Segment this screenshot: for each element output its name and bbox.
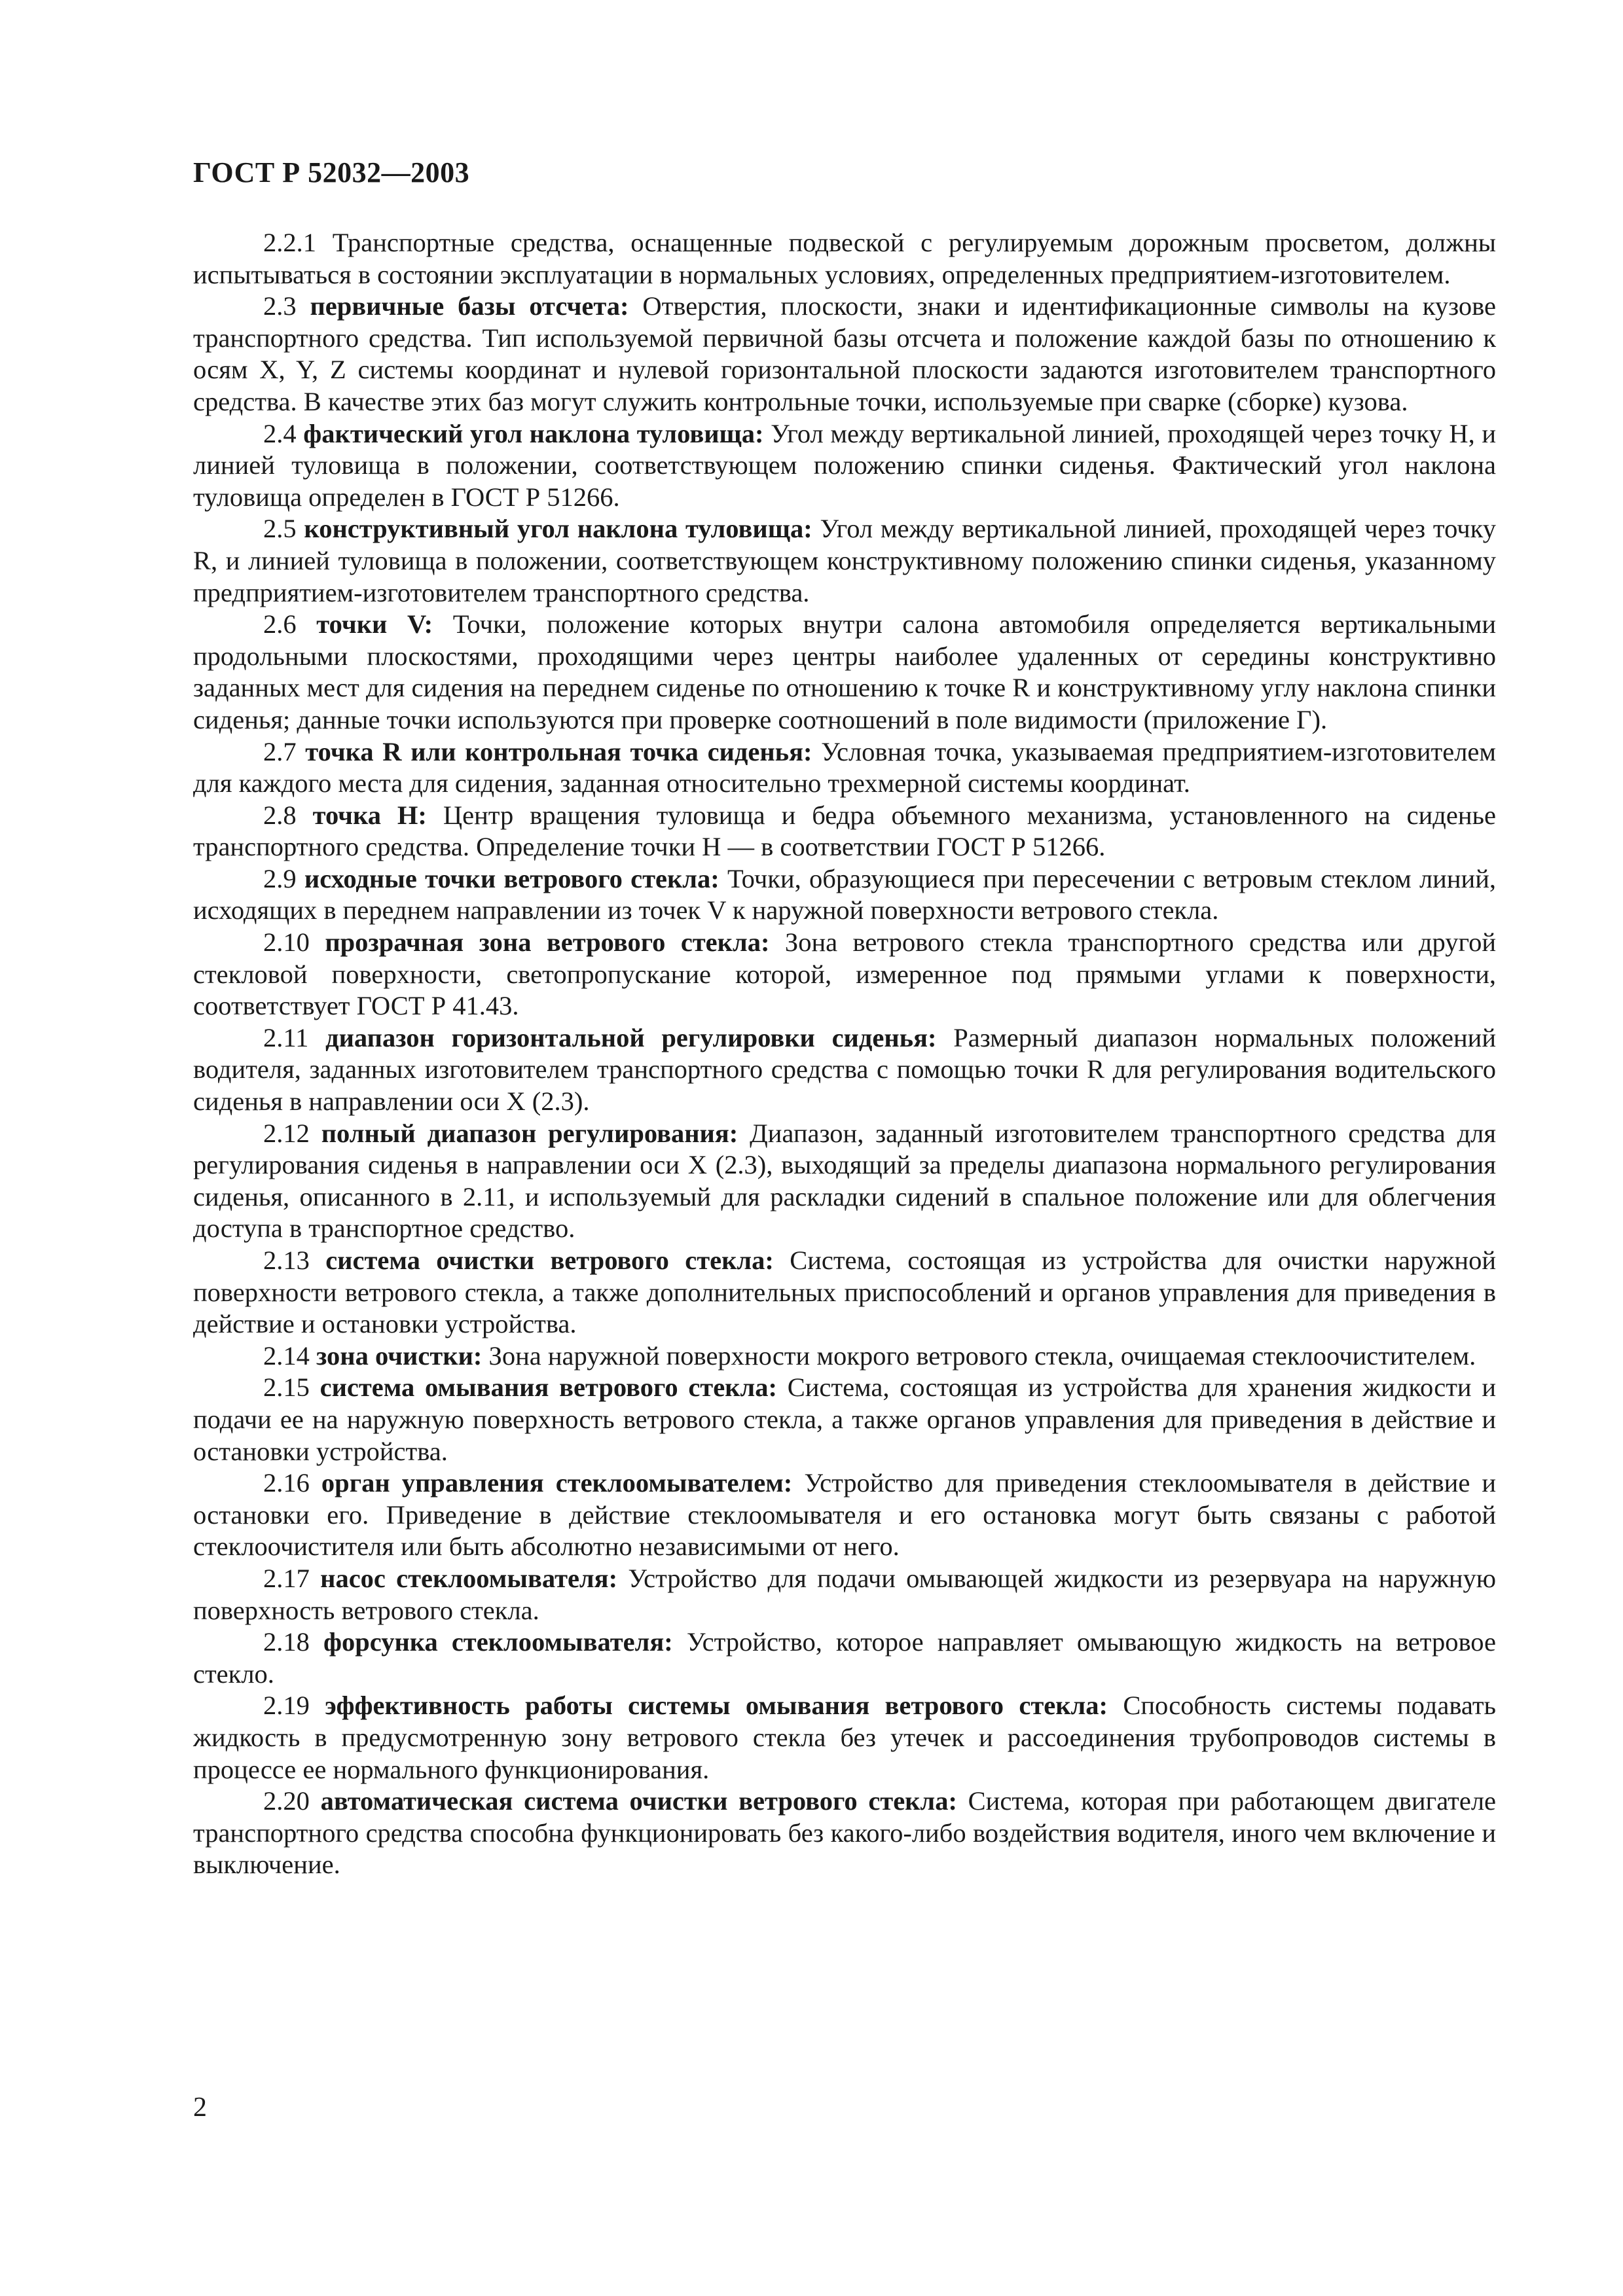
paragraph-term: эффективность работы системы омывания ветрового стекла: xyxy=(325,1691,1108,1721)
paragraph-number: 2.16 xyxy=(263,1468,310,1498)
paragraph-2-20 xyxy=(193,1785,1496,1881)
paragraph-term: система омывания ветрового стекла: xyxy=(319,1372,777,1403)
paragraph-text: Устройство для подачи омывающей жидкости из резервуара на наружную поверхность ветрового стекла. xyxy=(193,1563,1497,1625)
paragraph-number: 2.8 xyxy=(263,800,297,830)
paragraph-number: 2.20 xyxy=(263,1786,310,1816)
paragraph-2-18 xyxy=(193,1626,1496,1690)
paragraph-text: Система, которая при работающем двигателе транспортного средства способна функционировать без какого-либо воздействия водителя, иного чем включение и выключение. xyxy=(193,1786,1497,1880)
paragraph-2-17 xyxy=(193,1563,1496,1626)
paragraph-text: Центр вращения туловища и бедра объемного механизма, установленного на сиденье транспортного средства. Определение точки H — в соответствии ГОСТ Р 51266. xyxy=(193,800,1497,862)
paragraph-text: Зона ветрового стекла транспортного средства или другой стекловой поверхности, светопропускание которой, измеренное под прямыми углами к поверхности, соответствует ГОСТ Р 41.43. xyxy=(193,927,1497,1021)
document-body xyxy=(193,227,1496,1881)
paragraph-term: полный диапазон регулирования: xyxy=(321,1118,739,1148)
paragraph-term: исходные точки ветрового стекла: xyxy=(304,863,720,893)
paragraph-number: 2.14 xyxy=(263,1340,310,1371)
paragraph-2-13 xyxy=(193,1245,1496,1340)
paragraph-term: прозрачная зона ветрового стекла: xyxy=(325,927,770,958)
paragraph-2-5 xyxy=(193,513,1496,609)
paragraph-text: Система, состоящая из устройства для очистки наружной поверхности ветрового стекла, а также дополнительных приспособлений и органов управления для приведения в действие и остановки устройства. xyxy=(193,1246,1496,1339)
paragraph-text: Способность системы подавать жидкость в предусмотренную зону ветрового стекла без утечек и рассоединения трубопроводов системы в процессе ее нормального функционирования. xyxy=(193,1691,1497,1784)
paragraph-text: Угол между вертикальной линией, проходящей через точку H, и линией туловища в положении, соответствующем положению спинки сиденья. Фактический угол наклона туловища определен в ГОСТ Р 51266. xyxy=(193,418,1497,512)
paragraph-text: Точки, положение которых внутри салона автомобиля определяется вертикальными продольными плоскостями, проходящими через центры наиболее удаленных от середины конструктивно заданных мест для сидения на переднем сиденье по отношению к точке R и конструктивному углу наклона спинки сиденья; данные точки используются при проверке соотношений в поле видимости (приложение Г). xyxy=(193,609,1497,734)
paragraph-2-4 xyxy=(193,418,1496,514)
paragraph-term: первичные базы отсчета: xyxy=(310,291,629,321)
paragraph-term: точка H: xyxy=(312,800,427,830)
paragraph-number: 2.10 xyxy=(263,927,310,958)
paragraph-2-15 xyxy=(193,1372,1496,1467)
paragraph-text: Устройство для приведения стеклоомывателя в действие и остановки его. Приведение в действие стеклоомывателя и его остановка могут быть связаны с работой стеклоочистителя или быть абсолютно независимыми от него. xyxy=(193,1468,1497,1562)
paragraph-2-16 xyxy=(193,1467,1496,1563)
paragraph-number: 2.9 xyxy=(263,863,297,893)
paragraph-number: 2.7 xyxy=(263,736,297,766)
paragraph-term: орган управления стеклоомывателем: xyxy=(321,1468,793,1498)
paragraph-text: Отверстия, плоскости, знаки и идентификационные символы на кузове транспортного средства. Тип используемой первичной базы отсчета и положение каждой базы по отношению к осям X, Y, Z системы координат и нулевой горизонтальной плоскости задаются изготовителем транспортного средства. В качестве этих баз могут служить контрольные точки, используемые при сварке (сборке) кузова. xyxy=(193,291,1496,416)
paragraph-number: 2.11 xyxy=(263,1022,309,1052)
paragraph-2-10 xyxy=(193,927,1496,1022)
paragraph-text: Система, состоящая из устройства для хранения жидкости и подачи ее на наружную поверхность ветрового стекла, а также органов управления для приведения в действие и остановки устройства. xyxy=(193,1372,1497,1466)
paragraph-term: форсунка стеклоомывателя: xyxy=(323,1627,673,1657)
paragraph-number: 2.6 xyxy=(263,609,297,639)
paragraph-text: Угол между вертикальной линией, проходящей через точку R, и линией туловища в положении, соответствующем конструктивному положению спинки сиденья, указанному предприятием-изготовителем транспортного средства. xyxy=(193,514,1497,607)
paragraph-number: 2.3 xyxy=(263,291,297,321)
paragraph-term: точка R или контрольная точка сиденья: xyxy=(305,736,812,766)
paragraph-term: конструктивный угол наклона туловища: xyxy=(304,514,812,544)
paragraph-text: Размерный диапазон нормальных положений водителя, заданных изготовителем транспортного средства с помощью точки R для регулирования водительского сиденья в направлении оси X (2.3). xyxy=(193,1022,1497,1117)
paragraph-text: Устройство, которое направляет омывающую жидкость на ветровое стекло. xyxy=(193,1627,1497,1689)
paragraph-number: 2.15 xyxy=(263,1372,310,1403)
paragraph-text: Зона наружной поверхности мокрого ветрового стекла, очищаемая стеклоочистителем. xyxy=(488,1340,1476,1371)
paragraph-text: Транспортные средства, оснащенные подвеской с регулируемым дорожным просветом, должны испытываться в состоянии эксплуатации в нормальных условиях, определенных предприятием-изготовителем. xyxy=(193,228,1497,289)
paragraph-number: 2.12 xyxy=(263,1118,310,1148)
paragraph-number: 2.4 xyxy=(263,418,297,448)
paragraph-text: Условная точка, указываемая предприятием-изготовителем для каждого места для сидения, заданная относительно трехмерной системы координат. xyxy=(193,736,1497,798)
document-header: ГОСТ Р 52032—2003 xyxy=(193,156,470,188)
paragraph-number: 2.18 xyxy=(263,1627,310,1657)
paragraph-2-7 xyxy=(193,736,1496,800)
paragraph-number: 2.17 xyxy=(263,1563,310,1593)
paragraph-number: 2.5 xyxy=(263,514,297,544)
paragraph-number: 2.19 xyxy=(263,1691,310,1721)
paragraph-2-2-1 xyxy=(193,227,1496,291)
paragraph-number: 2.13 xyxy=(263,1246,310,1275)
paragraph-number: 2.2.1 xyxy=(263,228,316,257)
paragraph-text: Диапазон, заданный изготовителем транспортного средства для регулирования сиденья в направлении оси X (2.3), выходящий за пределы диапазона нормального регулирования сиденья, описанного в 2.11, и используемый для раскладки сидений в спальное положение или для облегчения доступа в транспортное средство. xyxy=(193,1118,1497,1244)
paragraph-term: диапазон горизонтальной регулировки сиденья: xyxy=(325,1022,937,1052)
paragraph-2-9 xyxy=(193,863,1496,927)
paragraph-text: Точки, образующиеся при пересечении с ветровым стеклом линий, исходящих в переднем направлении из точек V к наружной поверхности ветрового стекла. xyxy=(193,863,1496,925)
paragraph-2-19 xyxy=(193,1690,1496,1785)
paragraph-term: зона очистки: xyxy=(316,1340,483,1371)
paragraph-term: автоматическая система очистки ветрового стекла: xyxy=(320,1786,957,1816)
paragraph-2-12 xyxy=(193,1118,1496,1245)
page-number: 2 xyxy=(193,2092,207,2123)
paragraph-term: точки V: xyxy=(316,609,433,639)
paragraph-2-3 xyxy=(193,291,1496,418)
paragraph-2-11 xyxy=(193,1022,1496,1118)
paragraph-2-8 xyxy=(193,800,1496,863)
paragraph-term: насос стеклоомывателя: xyxy=(320,1563,618,1593)
paragraph-term: фактический угол наклона туловища: xyxy=(303,418,764,448)
paragraph-2-14 xyxy=(193,1340,1496,1372)
paragraph-2-6 xyxy=(193,609,1496,736)
paragraph-term: система очистки ветрового стекла: xyxy=(325,1246,774,1275)
